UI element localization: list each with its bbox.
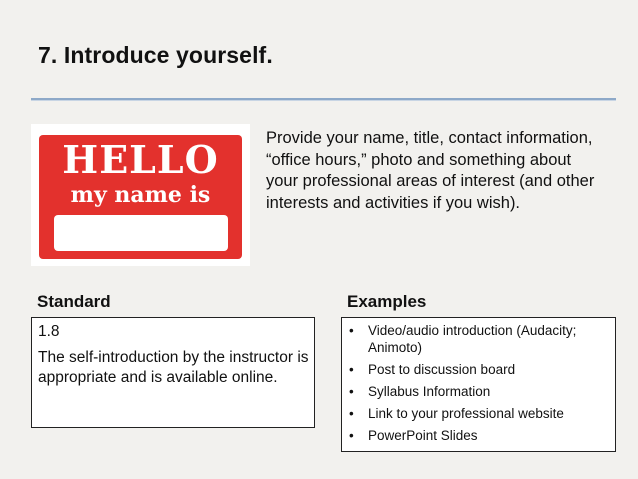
example-text: Syllabus Information (368, 384, 491, 399)
example-text: PowerPoint Slides (368, 428, 478, 443)
hello-badge-image (31, 124, 250, 266)
example-text: Post to discussion board (368, 362, 516, 377)
bullet-icon: • (349, 428, 354, 443)
title-divider (31, 98, 616, 101)
name-tag-badge (39, 135, 242, 259)
standard-heading: Standard (37, 292, 111, 311)
standard-box (31, 317, 315, 428)
bullet-icon: • (349, 406, 354, 421)
slide-title: 7. Introduce yourself. (38, 42, 273, 68)
standard-number: 1.8 (38, 323, 60, 340)
examples-list (348, 322, 607, 444)
bullet-icon: • (349, 384, 354, 399)
bullet-icon: • (349, 362, 354, 377)
examples-box (341, 317, 616, 452)
list-item (348, 361, 607, 378)
list-item (348, 383, 607, 400)
badge-subtitle-text: my name is (70, 182, 211, 208)
badge-blank-area (54, 215, 228, 251)
badge-hello-text: HELLO (62, 137, 219, 182)
list-item (348, 427, 607, 444)
list-item (348, 322, 607, 356)
example-text: Video/audio introduction (Audacity; Animoto) (368, 323, 577, 355)
list-item (348, 405, 607, 422)
examples-heading: Examples (347, 292, 427, 311)
bullet-icon: • (349, 323, 354, 338)
standard-text: The self-introduction by the instructor is appropriate and is available online. (38, 349, 309, 386)
intro-paragraph: Provide your name, title, contact information, “office hours,” photo and something about your professional areas of interest (and other interests and activities if you wish). (266, 129, 595, 212)
example-text: Link to your professional website (368, 406, 564, 421)
